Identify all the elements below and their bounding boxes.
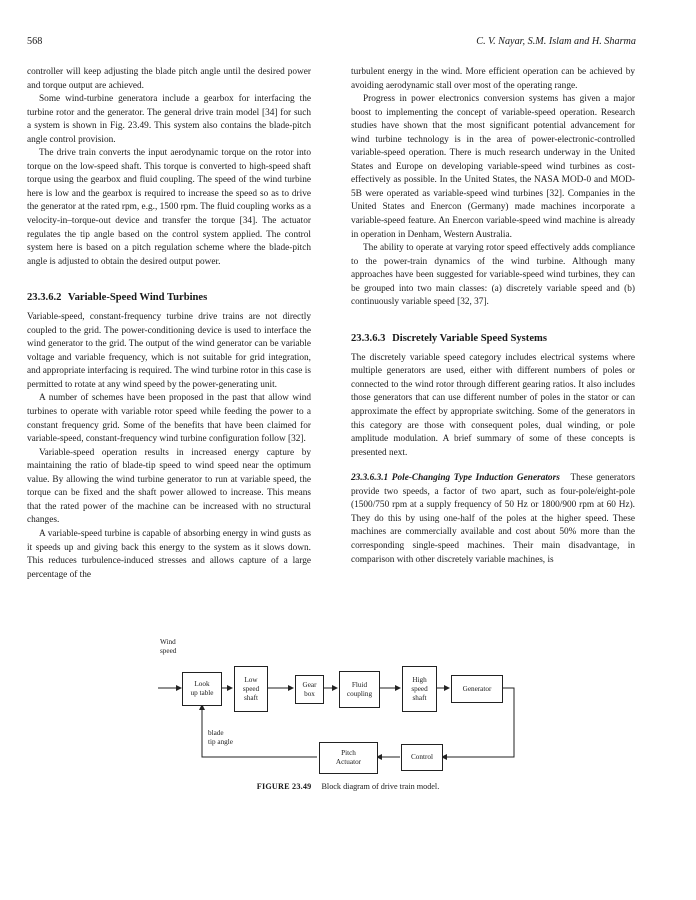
section-title: Variable-Speed Wind Turbines [67,292,208,304]
figure-number: FIGURE 23.49 [256,782,312,791]
right-column [351,66,635,567]
page-number: 568 [27,36,43,47]
paragraph: Progress in power electronics conversion systems has given a major boost to implementing the concept of variable-speed operation. Research studies have shown that the most significant potential advancement for wind turbine technology is in the area of power-electronic-controlled variable-speed operation. There is much research underway in the United States and Europe on developing variable-speed wind turbines as cost-effectively as possible. In the United States, the NASA MOD-0 and MOD-5B were operated as variable-speed wind turbines [32]. Companies in the United States and Enercon (Germany) made machines incorporate a variable-speed feature. An Enercon variable-speed wind machine is already in operation in Denham, Western Australia. [351,94,635,240]
section-heading [27,291,311,305]
left-column [27,66,311,582]
section-heading [351,332,635,346]
paragraph [351,472,635,567]
section-number: 23.3.6.2 [27,292,62,304]
paragraph: The ability to operate at varying rotor speed effectively adds compliance to the power-train dynamics of the wind turbine. Although many approaches have been suggested for variable-speed wind turbines, they can be grouped into two main classes: (a) discretely variable speed and (b) continuously variable speed [32, 37]. [351,243,635,308]
pitch-actuator-block: Pitch Actuator [319,742,378,774]
subsection-heading: 23.3.6.3.1 Pole-Changing Type Induction Generators [351,473,560,484]
paragraph: turbulent energy in the wind. More efficient operation can be achieved by avoiding aerodynamic stall over most of the operating range. [351,67,635,91]
control-block: Control [401,744,443,771]
running-authors: C. V. Nayar, S.M. Islam and H. Sharma [476,36,636,47]
fluid-coupling-block: Fluid coupling [339,671,380,708]
section-title: Discretely Variable Speed Systems [392,332,547,344]
paragraph: A variable-speed turbine is capable of absorbing energy in wind gusts as it speeds up and giving back this energy to the system as it slows down. This reduces turbulence-induced stresses and allows capture of a large percentage of the [27,528,311,580]
low-speed-shaft-block: Low speed shaft [234,666,268,712]
blade-tip-angle-label: blade tip angle [208,729,233,746]
gear-box-block: Gear box [295,675,324,704]
high-speed-shaft-block: High speed shaft [402,666,437,712]
paragraph: The drive train converts the input aerodynamic torque on the rotor into torque on the low-speed shaft. This torque is converted to high-speed shaft torque using the gearbox and fluid coupling. The speed of the wind turbine here is low and the gearbox is required to increase the speed so as to drive the generator at the rated rpm, e.g., 1500 rpm. The fluid coupling works as a velocity-in–torque-out device and transfer the torque [34]. The actuator regulates the tip angle based on the control system applied. The control system here is based on a pitch regulation scheme where the blade-pitch angle is adjusted to obtain the desired output power. [27,148,311,267]
figure-caption [0,782,696,791]
paragraph: Some wind-turbine generatora include a gearbox for interfacing the turbine rotor and the generator. The general drive train model [34] for such a system is shown in Fig. 23.49. This system also contains the blade-pitch angle control provision. [27,94,311,145]
paragraph: The discretely variable speed category includes electrical systems where multiple generators are used, either with different numbers of poles or connected to the wind rotor through different gearing ratios. It also includes those generators that can use different number of poles in the stator or can approximate the effect by appropriate switching. Some of the generators in this category are those with consequent poles, dual winding, or pole amplitude modulation. A brief summary of some of these concepts is presented next. [351,352,635,458]
paragraph-text: These generators provide two speeds, a factor of two apart, such as four-pole/eight-pole (1500/750 rpm at a supply frequency of 50 Hz or 1800/900 rpm at 60 Hz). They do this by using one-half of the poles at the higher speed. These machines are commercially available and cost about 50% more than the corresponding single-speed machines. Their main disadvantage, in comparison with other discretely variable machines, is [351,473,635,565]
generator-block: Generator [451,675,503,703]
paragraph: controller will keep adjusting the blade pitch angle until the desired power and torque output are achieved. [27,67,311,91]
section-number: 23.3.6.3 [351,332,386,344]
drive-train-diagram [150,630,530,790]
look-up-table-block: Look up table [182,672,222,706]
paragraph: Variable-speed operation results in increased energy capture by maintaining the ratio of blade-tip speed to wind speed near the optimum value. By allowing the wind turbine generator to run at variable speed, the torque can be fixed and the shaft power allowed to increase. This means that the rated power of the machine can be increased with no structural changes. [27,447,311,526]
wind-speed-label: Wind speed [160,638,177,655]
paragraph: A number of schemes have been proposed in the past that allow wind turbines to operate with variable rotor speed while feeding the power to a constant frequency grid. Some of the benefits that have been claimed for variable-speed, constant-frequency wind turbine configuration follow [32]. [27,393,311,445]
paragraph: Variable-speed, constant-frequency turbine drive trains are not directly coupled to the grid. The power-conditioning device is used to interface the wind generator to the grid. The output of the wind generator can be variable voltage and variable frequency, which is not suitable for grid integration, and appropriate interfacing is required. The wind turbine rotor in this case is permitted to rotate at any wind speed by the power-generating unit. [27,312,311,390]
caption-text: Block diagram of drive train model. [321,782,440,791]
